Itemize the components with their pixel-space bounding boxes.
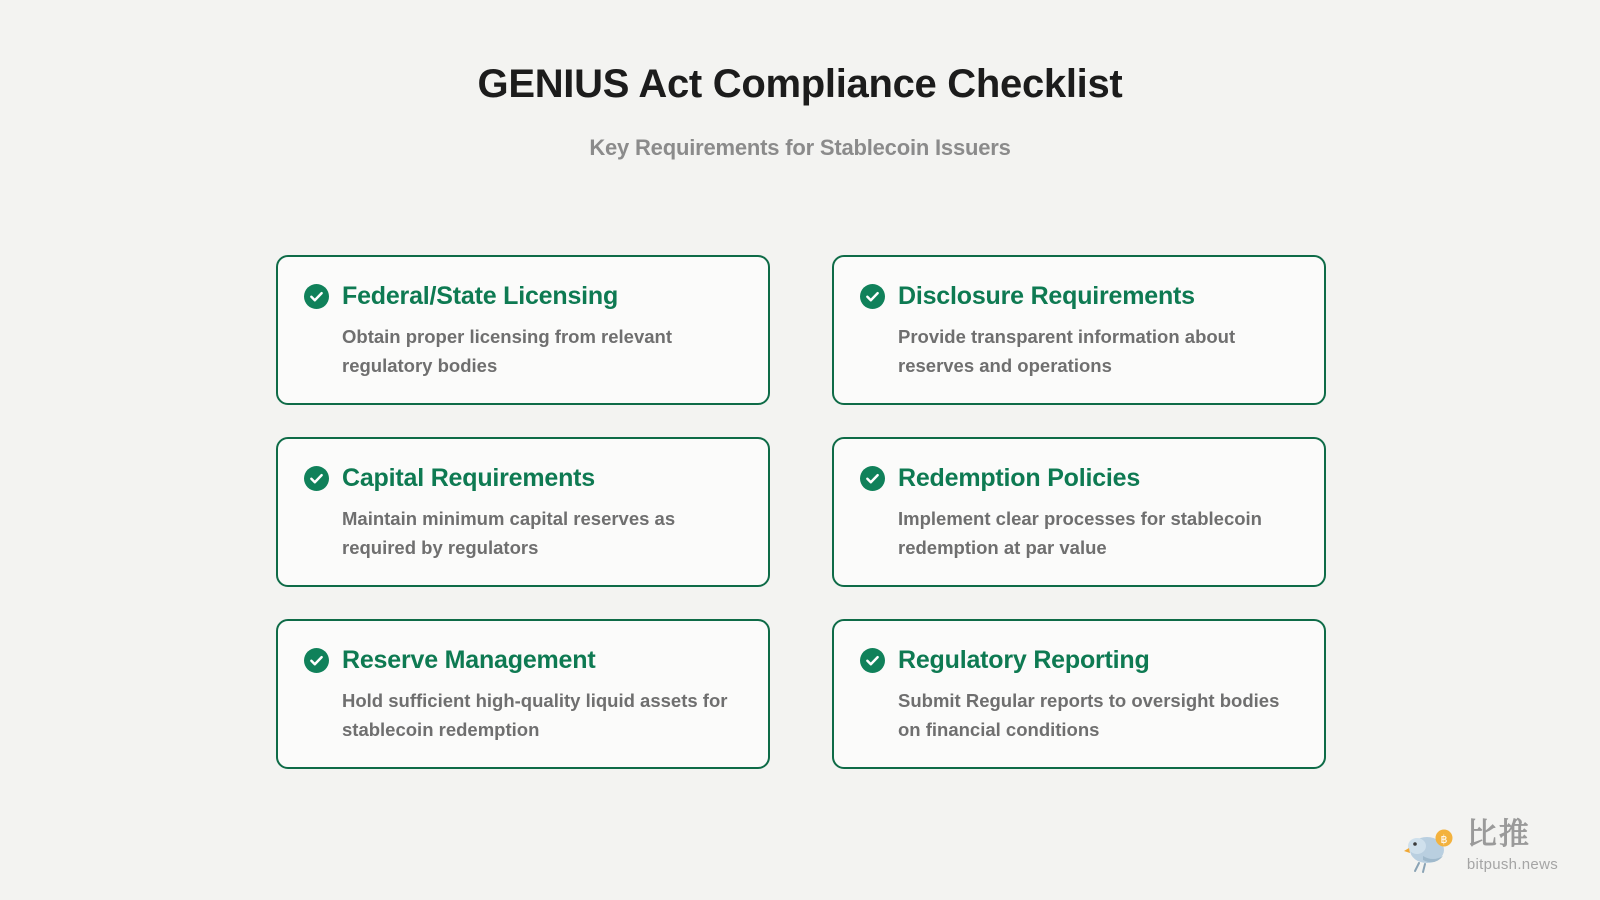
card-header	[304, 647, 742, 675]
checklist-card	[276, 619, 770, 769]
watermark-url: bitpush.news	[1466, 856, 1558, 873]
card-header	[304, 465, 742, 493]
checklist-card	[832, 437, 1326, 587]
card-description: Obtain proper licensing from relevant regulatory bodies	[342, 325, 672, 377]
card-description: Hold sufficient high-quality liquid assets for stablecoin redemption	[342, 689, 728, 741]
watermark	[1403, 820, 1558, 874]
card-title: Regulatory Reporting	[898, 646, 1150, 674]
checklist-card	[832, 255, 1326, 405]
check-circle-icon	[304, 284, 329, 309]
card-title: Capital Requirements	[342, 464, 596, 492]
card-title: Redemption Policies	[898, 464, 1141, 492]
checklist-card	[832, 619, 1326, 769]
card-title: Reserve Management	[342, 646, 596, 674]
checklist-card	[276, 437, 770, 587]
card-header	[860, 647, 1298, 675]
card-header	[860, 465, 1298, 493]
page-subtitle: Key Requirements for Stablecoin Issuers	[589, 135, 1011, 160]
check-circle-icon	[304, 648, 329, 673]
card-header	[860, 283, 1298, 311]
card-header	[304, 283, 742, 311]
svg-text:฿: ฿	[1440, 834, 1448, 846]
watermark-text	[1467, 820, 1558, 874]
header	[0, 0, 1600, 161]
watermark-brand: 比推	[1466, 818, 1531, 851]
check-circle-icon	[860, 648, 885, 673]
check-circle-icon	[304, 466, 329, 491]
card-description: Provide transparent information about reserves and operations	[898, 325, 1236, 377]
bird-logo-icon	[1403, 826, 1459, 874]
checklist-grid	[276, 255, 1326, 769]
page-title: GENIUS Act Compliance Checklist	[477, 62, 1123, 106]
check-circle-icon	[860, 284, 885, 309]
check-circle-icon	[860, 466, 885, 491]
card-title: Disclosure Requirements	[898, 282, 1195, 310]
card-description: Maintain minimum capital reserves as required by regulators	[342, 507, 676, 559]
card-description: Implement clear processes for stablecoin redemption at par value	[898, 507, 1262, 559]
card-description: Submit Regular reports to oversight bodies on financial conditions	[898, 689, 1280, 741]
card-title: Federal/State Licensing	[342, 282, 619, 310]
checklist-card	[276, 255, 770, 405]
